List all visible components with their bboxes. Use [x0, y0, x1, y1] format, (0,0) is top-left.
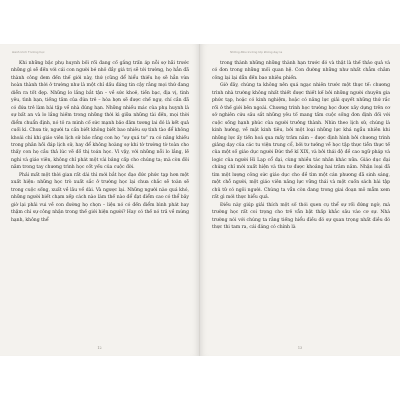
running-head: Những điều trường lớp không dạy ta [230, 50, 283, 54]
paragraph: Giờ đây, chúng ta không nên quá ngạc nhiên trước một thực tế: chương trình nhà trường không nhất thiết được thiết kế bởi những người chuyên gia phức tạp, hoặc có kinh nghiệm, hoặc có năng lực giải quyết những thứ rắc rối ở thế giới bên ngoài. Chương trình học trường học được xây dựng trên cơ sở nghiên cứu sâu sắt những yêu tố mang tầm cuộc sống đơn định đối với cuộc sống hạnh phúc của người trưởng thành. Nhìn theo lịch sử, chúng là kinh hưởng, về mặt kinh tiêu, bởi một loại những lực khá ngẫu nhiên khi những lực ấy tiến hoá qua mấy trăm năm – được định hình bởi chương trình giảng dạy của các tu viện trung cổ, bởi tư tưởng về học tập thực tiễn thực tế của một số giáo dục người Đức thế kỉ XIX, và bởi thái độ đề cao ngữ pháp và logic của người Hi Lạp cổ đại, cùng nhiều tác nhân khác nữa. Giáo dục đại chúng chỉ mới xuất hiện và thu tư được khoảng hai trăm năm. Nhận loại đã tìm một lượng công sức giáo dục cho đề tìm một cán phương đã sinh sáng, một chỗ người, một giáo viên năng lực vững thái và một cuốn sách bài tập chủ tử có ngôi người. Chúng ta vẫn còn đang trong giai đoạn mô mẫm xem rất gì mới thực hiểu quả. [212, 83, 390, 201]
paragraph: Phải mất một thời gian rất dài thì mới bắt học đạo đức phức tạp hơn một xuất hiện: những học trò xuất sắc ở trường học lại chưa chắc sẽ toàn sẽ trong cuộc sống, xuất về lâu về dài. Và ngược lại. Những người nào quá khó, những người biết chạm xếp cách nào làm thế nào để đạt điểm cao có thể bây giờ lại phải vui về con đường họ chọn – liệu nó có đến điểm bình phát hay thậm chí sự công nhận trong thế giới hiện người? Hay có thế nó trả về mừng hạnh, không thể [11, 172, 189, 223]
book-spread [0, 44, 400, 356]
page-number: 13 [297, 346, 303, 350]
right-page [200, 44, 400, 356]
paragraph: Khi những bậc phụ huynh bối rối đang cố gắng trấn áp nỗi sợ hãi trước những gì sẽ đến với cái con người bé nhỏ đầy giá trị sẽ tới trường, họ hẳn đã thành công đem đến thế giới này, thứ (cũng để hiểu thiếu họ sẽ hẳn vừa hoàn thành thời ở trường như là một chỉ dấu đáng tin cậy rằng mọi thứ đang diễn ra tốt đẹp. Những lo lắng bắt tận – về sức khoẻ, tiền bạc, địa vị, tình yêu, tình bạn, tiếng tăm của đứa trẻ – hòa hợn sẽ được chế ngự, chí cần đã có đứa trẻ làm bài tập về nhà đúng hạn. Những nhiều mác của phụ huynh là sự bất an và lo lắng hiếm trong những thời kì giữa những tài đến, mọi thời điểm chuẩn định, nó tỏ ra mình cố sức mạnh bảo đảm tương lai đó là kết quả cuối kì. Chưa từ, người ta cần biết không biết bao nhiêu sự tình tào để không khoái chí khi giáo viên lịch sử bảo rằng con họ “sự quá tư” ra có năng khiếu trong phân hồi đáp lịch sử, hay để không hoàng sợ khi tờ trường tờ toàn cho thấy con họ cầu thả lúc vẽ đồ thị toán học. Vì vậy, với những nỗi lo lắng, lẽ nghi và giáo viên, không chỉ phát một vài bảng cấp cho chúng ta; mà còn đôi năm trong tay chương trình học cốt yếu của cuộc đời. [11, 61, 189, 171]
paragraph: trong thành những những thành hạn trước đó và thật là thế thảo quả và có đơn trong những mối quan hệ. Con đường những như nhất chẳm chăm công lại lại dẫn đến bao nhiêu phiền. [212, 61, 390, 81]
paragraph: Điều này giúp giải thích một số thói quen cụ thể sự rối đứng ngờ, mà trường học rất coi trọng cho trẻ vẫn bật thấp khắc sâu vào cơ sự. Nhà trường nói với chúng ta rằng tiếng hiểu điều đó sự quan trọng nhất điều đó thực thi tam ra, cái đáng có chính là [212, 202, 390, 230]
left-page [0, 44, 200, 356]
page-number: 12 [97, 346, 102, 350]
running-head: Hành trình Trường học [12, 50, 45, 54]
